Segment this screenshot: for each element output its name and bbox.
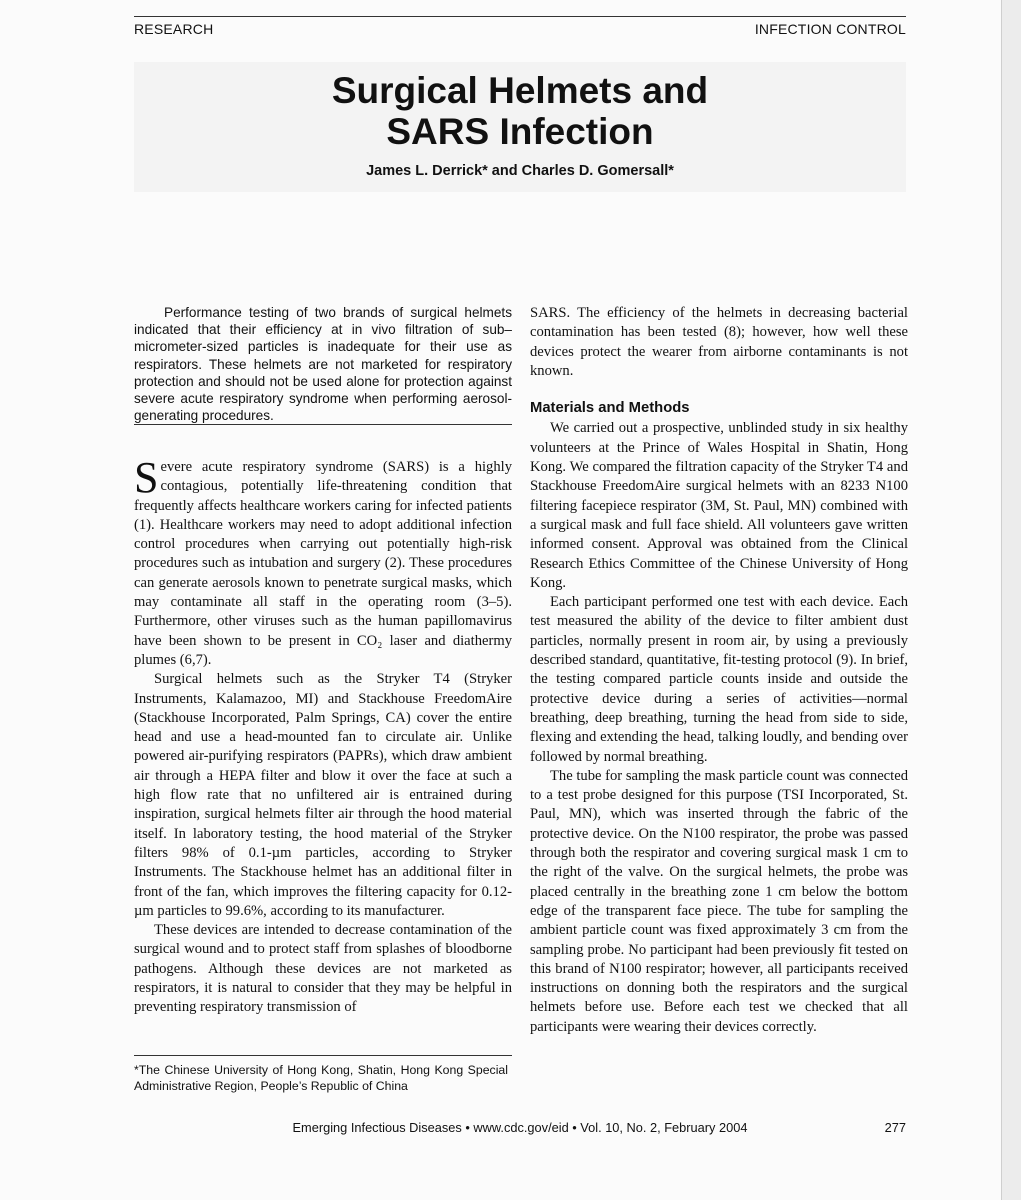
- article-title: [134, 70, 906, 152]
- body-paragraph: Surgical helmets such as the Stryker T4 (Stryker Instruments, Kalamazoo, MI) and Stackhouse FreedomAire (Stackhouse Incorporated, Palm Springs, CA) cover the entire head and use a head-mounted fan to circulate air. Unlike powered air-purifying respirators (PAPRs), which draw ambient air through a HEPA filter and blow it over the face at such a high flow rate that no unfiltered air is entrained during inspiration, surgical helmets filter air through the hood material itself. In laboratory testing, the hood material of the Stryker filters 98% of 0.1-µm particles, according to Stryker Instruments. The Stackhouse helmet has an additional filter in front of the fan, which improves the filtering capacity for 0.12-µm particles to 99.6%, according to its manufacturer.: [134, 671, 512, 919]
- affiliation-footnote: *The Chinese University of Hong Kong, Shatin, Hong Kong Special Administrative Region, People’s Republic of China: [134, 1063, 508, 1093]
- drop-cap: S: [134, 453, 159, 502]
- title-line-1: Surgical Helmets and: [331, 70, 709, 111]
- abstract: Performance testing of two brands of surgical helmets indicated that their efficiency at in vivo filtration of sub–micrometer-sized particles is inadequate for their use as respirators. These helmets are not marketed for respiratory protection and should not be used alone for protection against severe acute respiratory syndrome when performing aerosol-generating procedures.: [134, 305, 512, 424]
- title-block: [134, 62, 906, 192]
- body-paragraph: The tube for sampling the mask particle count was connected to a test probe designed for this purpose (TSI Incorporated, St. Paul, MN), which was inserted through the fabric of the protective device. On the N100 respirator, the probe was passed through both the respirator and covering surgical mask 1 cm to the right of the valve. On the surgical helmets, the probe was placed centrally in the breathing zone 1 cm below the bottom edge of the transparent face piece. The tube for sampling the ambient particle count was fixed approximately 3 cm from the sampling probe. No participant had been previously fit tested on this brand of N100 respirator; however, all participants received instructions on donning both the respirators and the surgical helmets before use. Before each test we checked that all participants were wearing their devices correctly.: [530, 767, 908, 1035]
- page-number: 277: [884, 1120, 906, 1135]
- body-paragraph: Each participant performed one test with each device. Each test measured the ability of the device to filter ambient dust particles, normally present in room air, by using a previously described standard, quantitative, fit-testing protocol (9). In brief, the testing compared particle counts inside and outside the protective device during a series of activities—normal breathing, deep breathing, turning the head from side to side, flexing and extending the head, talking loudly, and bending over followed by normal breathing.: [530, 594, 908, 765]
- section-label: RESEARCH: [134, 21, 214, 37]
- category-label: INFECTION CONTROL: [754, 21, 906, 37]
- title-line-2: SARS Infection: [386, 111, 654, 152]
- body-paragraph: SARS. The efficiency of the helmets in decreasing bacterial contamination has been tested (8); however, how well these devices protect the wearer from airborne contaminants is not known.: [530, 305, 908, 379]
- running-header: [134, 16, 906, 37]
- viewer-background: [1001, 0, 1021, 1200]
- abstract-divider: [134, 424, 512, 425]
- journal-citation: Emerging Infectious Diseases • www.cdc.gov/eid • Vol. 10, No. 2, February 2004: [292, 1120, 748, 1135]
- body-paragraph: [134, 453, 512, 670]
- paragraph-text: evere acute respiratory syndrome (SARS) is a highly contagious, potentially life-threatening condition that frequently affects healthcare workers caring for infected patients (1). Healthcare workers may need to adopt additional infection control procedures when carrying out potentially high-risk procedures such as intubation and surgery (2). These procedures can generate aerosols known to penetrate surgical masks, which may contaminate all staff in the operating room (3–5). Furthermore, other viruses such as the human papillomavirus have been shown to be present in CO₂ laser and diathermy plumes (6,7).: [134, 459, 512, 668]
- body-paragraph: These devices are intended to decrease contamination of the surgical wound and to protect staff from splashes of bloodborne pathogens. Although these devices are not marketed as respirators, it is natural to consider that they may be helpful in preventing respiratory transmission of: [134, 922, 512, 1016]
- right-column: [530, 304, 908, 1037]
- author-list: James L. Derrick* and Charles D. Gomersall*: [366, 163, 674, 179]
- section-heading: Materials and Methods: [530, 400, 690, 417]
- footnote-divider: [134, 1055, 512, 1056]
- left-column: [134, 453, 512, 1018]
- body-paragraph: We carried out a prospective, unblinded study in six healthy volunteers at the Prince of Wales Hospital in Shatin, Hong Kong. We compared the filtration capacity of the Stryker T4 and Stackhouse FreedomAire surgical helmets with an 8233 N100 filtering facepiece respirator (3M, St. Paul, MN) combined with a surgical mask and full face shield. All volunteers gave written informed consent. Approval was obtained from the Clinical Research Ethics Committee of the Chinese University of Hong Kong.: [530, 420, 908, 591]
